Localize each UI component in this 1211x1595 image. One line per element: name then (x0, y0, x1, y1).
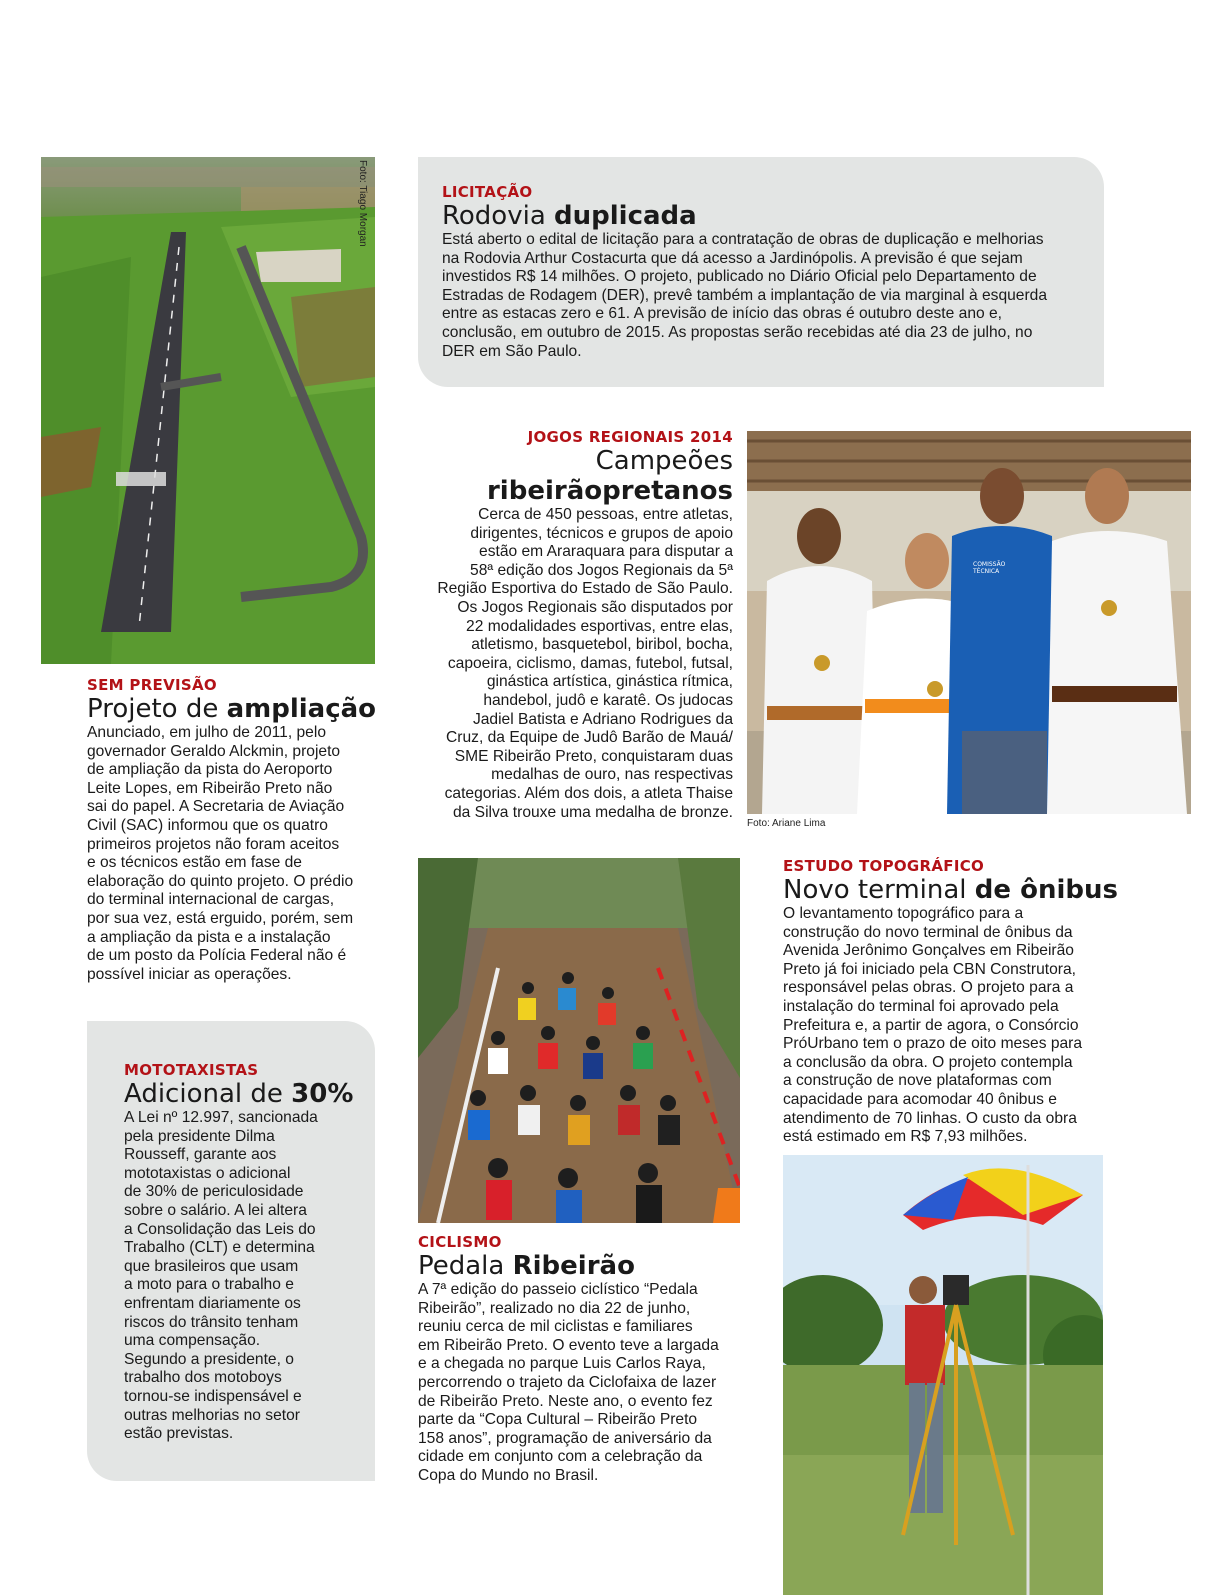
body-line: Segundo a presidente, o (124, 1350, 294, 1368)
body-line: DER em São Paulo. (442, 342, 582, 360)
body-line: elaboração do quinto projeto. O prédio (87, 872, 354, 890)
body-line: handebol, judô e karatê. Os judocas (483, 691, 733, 709)
body-line: O levantamento topográfico para a (783, 905, 1024, 922)
mototaxistas-kicker: MOTOTAXISTAS (124, 1061, 259, 1079)
sem-previsao-article (87, 676, 377, 984)
body-line: do terminal internacional de cargas, (87, 891, 335, 909)
surveyor-photo (783, 1155, 1103, 1595)
body-line: que brasileiros que usam (124, 1257, 299, 1275)
body-line: Copa do Mundo no Brasil. (418, 1466, 599, 1484)
body-line: Rousseff, garante aos (124, 1146, 277, 1164)
sem-previsao-headline-light: Projeto de (87, 694, 227, 724)
body-line: PróUrbano tem o prazo de oito meses para (783, 1035, 1083, 1053)
body-line: Região Esportiva do Estado de São Paulo. (437, 580, 733, 598)
body-line: Está aberto o edital de licitação para a contratação de obras de duplicação e melhorias (442, 231, 1044, 248)
body-line: outras melhorias no setor (124, 1406, 300, 1424)
body-line: estão em Araraquara para disputar a (479, 543, 733, 561)
judo-photo-credit: Foto: Ariane Lima (747, 818, 826, 829)
body-line: pela presidente Dilma (124, 1127, 275, 1145)
sem-previsao-headline-bold: ampliação (226, 694, 377, 724)
airport-photo-credit: Foto: Tiago Morgan (357, 160, 368, 247)
mototaxistas-headline (124, 1079, 364, 1109)
body-line: de um posto da Polícia Federal não é (87, 947, 347, 965)
estudo-article (783, 857, 1118, 1147)
body-line: Civil (SAC) informou que os quatro (87, 816, 328, 834)
body-line: percorrendo o trajeto da Ciclofaixa de lazer (418, 1373, 717, 1391)
mototaxistas-headline-light: Adicional de (124, 1079, 292, 1109)
body-line: a conclusão da obra. O projeto contempla (783, 1053, 1073, 1071)
body-line: medalhas de ouro, nas respectivas (491, 766, 733, 784)
body-line: reuniu cerca de mil ciclistas e familiares (418, 1318, 693, 1336)
body-line: Avenida Jerônimo Gonçalves em Ribeirão (783, 942, 1074, 960)
body-line: Os Jogos Regionais são disputados por (457, 598, 733, 616)
body-line: enfrentam diariamente os (124, 1294, 301, 1312)
body-line: 22 modalidades esportivas, entre elas, (466, 617, 733, 635)
body-line: Trabalho (CLT) e determina (124, 1239, 315, 1257)
body-line: e os técnicos estão em fase de (87, 854, 302, 872)
ciclismo-headline-bold: Ribeirão (512, 1251, 635, 1281)
body-line: parte da “Copa Cultural – Ribeirão Preto (418, 1411, 698, 1429)
licitacao-article (442, 183, 1092, 361)
body-line: investidos R$ 14 milhões. O projeto, publicado no Diário Oficial pelo Departamento de (442, 268, 1037, 286)
body-line: trabalho dos motoboys (124, 1369, 282, 1387)
body-line: construção do novo terminal de ônibus da (783, 923, 1073, 941)
body-line: atletismo, basquetebol, biribol, bocha, (471, 636, 733, 654)
sem-previsao-body (87, 724, 377, 984)
ciclismo-headline (418, 1251, 748, 1281)
body-line: governador Geraldo Alckmin, projeto (87, 742, 341, 760)
body-line: dirigentes, técnicos e grupos de apoio (470, 524, 733, 542)
judo-shirt-text: COMISSÃO TÉCNICA (973, 561, 1006, 575)
jogos-headline (420, 446, 733, 506)
sem-previsao-headline (87, 694, 377, 724)
body-line: capoeira, ciclismo, damas, futebol, futsal, (447, 654, 733, 672)
body-line: Anunciado, em julho de 2011, pelo (87, 724, 326, 741)
mototaxistas-headline-bold: 30% (291, 1079, 354, 1109)
body-line: Ribeirão”, realizado no dia 22 de junho, (418, 1299, 691, 1317)
licitacao-body (442, 231, 1092, 361)
body-line: riscos do trânsito tenham (124, 1313, 299, 1331)
body-line: Cruz, da Equipe de Judô Barão de Mauá/ (446, 729, 733, 747)
sem-previsao-kicker: SEM PREVISÃO (87, 676, 217, 694)
body-line: A Lei nº 12.997, sancionada (124, 1109, 318, 1126)
body-line: em Ribeirão Preto. O evento teve a largada (418, 1336, 719, 1354)
licitacao-kicker: LICITAÇÃO (442, 183, 533, 201)
ciclismo-body (418, 1281, 748, 1486)
body-line: está estimado em R$ 7,93 milhões. (783, 1128, 1028, 1146)
body-line: da Silva trouxe uma medalha de bronze. (453, 803, 733, 821)
body-line: possível iniciar as operações. (87, 965, 292, 983)
body-line: Cerca de 450 pessoas, entre atletas, (478, 506, 733, 523)
body-line: Estradas de Rodagem (DER), prevê também a implantação de via marginal à esquerda (442, 286, 1047, 304)
body-line: instalação do terminal foi aprovado pela (783, 997, 1059, 1015)
body-line: categorias. Além dos dois, a atleta Thaise (444, 784, 733, 802)
body-line: sai do papel. A Secretaria de Aviação (87, 798, 345, 816)
body-line: tornou-se indispensável e (124, 1387, 302, 1405)
licitacao-headline-bold: duplicada (554, 201, 697, 231)
body-line: SME Ribeirão Preto, conquistaram duas (454, 747, 733, 765)
jogos-headline-light: Campeões (595, 446, 733, 476)
body-line: responsável pelas obras. O projeto para a (783, 979, 1074, 997)
body-line: A 7ª edição do passeio ciclístico “Pedala (418, 1281, 698, 1298)
body-line: mototaxistas o adicional (124, 1164, 291, 1182)
estudo-headline-bold: de ônibus (974, 875, 1118, 905)
estudo-kicker: ESTUDO TOPOGRÁFICO (783, 857, 985, 875)
judo-athletes-photo (747, 431, 1191, 814)
mototaxistas-body (124, 1109, 364, 1444)
body-line: estão previstas. (124, 1425, 234, 1443)
body-line: a Consolidação das Leis do (124, 1220, 316, 1238)
body-line: conclusão, em outubro de 2015. As propostas serão recebidas até dia 23 de julho, no (442, 323, 1033, 341)
body-line: Preto já foi iniciado pela CBN Construtora, (783, 960, 1076, 978)
ciclismo-article (418, 1233, 748, 1486)
licitacao-headline-light: Rodovia (442, 201, 555, 231)
body-line: uma compensação. (124, 1332, 261, 1350)
estudo-headline (783, 875, 1118, 905)
body-line: primeiros projetos não foram aceitos (87, 835, 340, 853)
cycling-event-photo (418, 858, 740, 1223)
body-line: Prefeitura e, a partir de agora, o Consórcio (783, 1016, 1079, 1034)
body-line: por sua vez, está erguido, porém, sem (87, 909, 354, 927)
body-line: ginástica artística, ginástica rítmica, (486, 673, 733, 691)
body-line: cidade em conjunto com a celebração da (418, 1448, 703, 1466)
body-line: 58ª edição dos Jogos Regionais da 5ª (470, 561, 733, 579)
body-line: a moto para o trabalho e (124, 1276, 294, 1294)
body-line: a ampliação da pista e a instalação (87, 928, 331, 946)
ciclismo-kicker: CICLISMO (418, 1233, 502, 1251)
jogos-headline-bold: ribeirãopretanos (486, 476, 733, 506)
body-line: de ampliação da pista do Aeroporto (87, 761, 333, 779)
body-line: e a chegada no parque Luis Carlos Raya, (418, 1355, 706, 1373)
body-line: de 30% de periculosidade (124, 1183, 304, 1201)
body-line: capacidade para acomodar 40 ônibus e (783, 1090, 1057, 1108)
estudo-body (783, 905, 1113, 1147)
body-line: sobre o salário. A lei altera (124, 1201, 307, 1219)
jogos-kicker: JOGOS REGIONAIS 2014 (527, 428, 733, 446)
ciclismo-headline-light: Pedala (418, 1251, 513, 1281)
body-line: entre as estacas zero e 61. A previsão de início das obras é outubro deste ano e, (442, 305, 1003, 323)
airport-aerial-photo (41, 157, 375, 664)
body-line: 158 anos”, programação de aniversário da (418, 1429, 712, 1447)
body-line: na Rodovia Arthur Costacurta que dá acesso a Jardinópolis. A previsão é que sejam (442, 249, 1023, 267)
jogos-article (420, 428, 733, 822)
body-line: atendimento de 70 linhas. O custo da obra (783, 1109, 1077, 1127)
body-line: Leite Lopes, em Ribeirão Preto não (87, 779, 333, 797)
licitacao-headline (442, 201, 1092, 231)
body-line: a construção de nove plataformas com (783, 1072, 1052, 1090)
jogos-body (420, 506, 733, 822)
body-line: Jadiel Batista e Adriano Rodrigues da (472, 710, 733, 728)
mototaxistas-article (124, 1061, 364, 1444)
estudo-headline-light: Novo terminal (783, 875, 975, 905)
body-line: de Ribeirão Preto. Neste ano, o evento fez (418, 1392, 713, 1410)
